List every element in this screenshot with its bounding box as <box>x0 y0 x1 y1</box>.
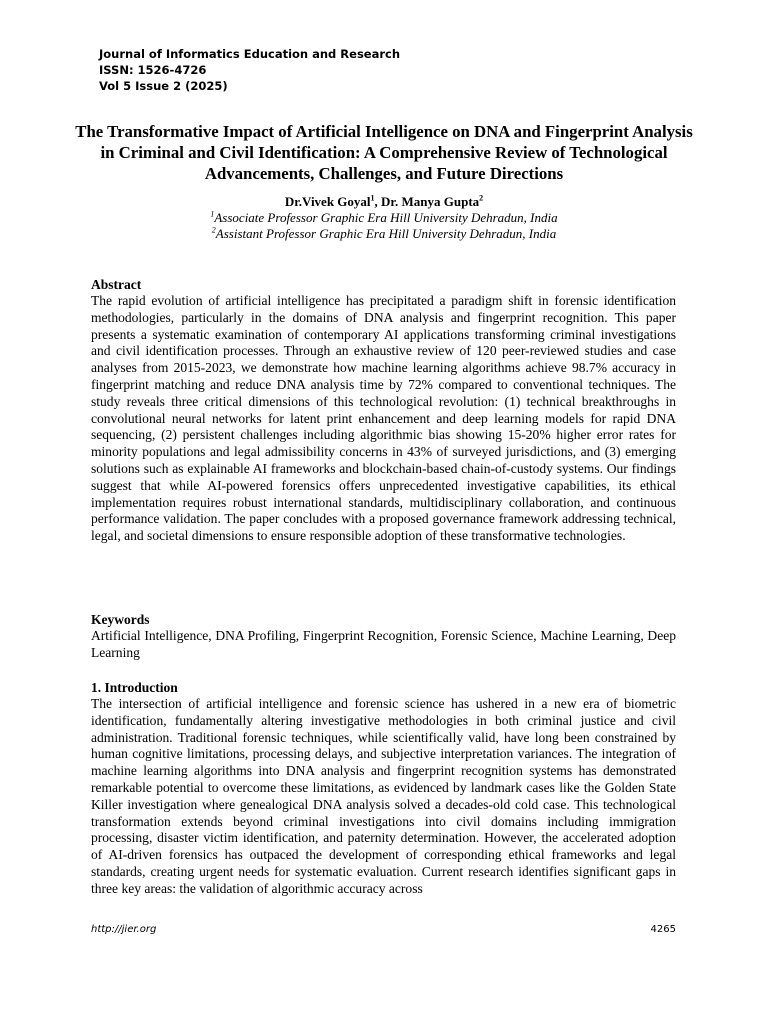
author-name: Dr.Vivek Goyal <box>284 194 371 209</box>
journal-name: Journal of Informatics Education and Research <box>99 47 401 61</box>
paper-title: The Transformative Impact of Artificial Intelligence on DNA and Fingerprint Analysis in Criminal and Civil Identification: A Comprehensive Review of Technological Advancements, Challenges, and Future Directions <box>75 122 693 183</box>
affiliation-marker: 1 <box>210 209 215 219</box>
journal-header <box>99 46 400 94</box>
author-affiliation-marker: 1 <box>370 193 375 203</box>
journal-issn: ISSN: 1526-4726 <box>99 63 207 77</box>
affiliation-marker: 2 <box>211 225 216 235</box>
author-separator: , <box>374 194 382 209</box>
abstract-text: The rapid evolution of artificial intelligence has precipitated a paradigm shift in forensic identification methodologies, particularly in the domains of DNA analysis and fingerprint recognition. This paper presents a systematic examination of contemporary AI applications transforming criminal investigations and civil identification processes. Through an exhaustive review of 120 peer-reviewed studies and case analyses from 2015-2023, we demonstrate how machine learning algorithms achieve 98.7% accuracy in fingerprint matching and reduce DNA analysis time by 72% compared to conventional techniques. The study reveals three critical dimensions of this technological revolution: (1) technical breakthroughs in convolutional neural networks for latent print enhancement and deep learning models for rapid DNA sequencing, (2) persistent challenges including algorithmic bias showing 15-20% higher error rates for minority populations and legal admissibility concerns in 43% of surveyed jurisdictions, and (3) emerging solutions such as explainable AI frameworks and blockchain-based chain-of-custody systems. Our findings suggest that while AI-powered forensics offers unprecedented investigative capabilities, its ethical implementation requires robust international standards, multidisciplinary collaboration, and continuous performance validation. The paper concludes with a proposed governance framework addressing technical, legal, and societal dimensions to ensure responsible adoption of these transformative technologies. <box>91 293 676 544</box>
page-number: 4265 <box>650 924 676 935</box>
affiliation <box>0 210 768 226</box>
author-name: Dr. Manya Gupta <box>381 194 480 209</box>
introduction-heading: 1. Introduction <box>91 680 178 695</box>
author-affiliation-marker: 2 <box>479 193 484 203</box>
footer-url[interactable]: http://jier.org <box>91 924 157 935</box>
affiliation <box>0 226 768 242</box>
introduction-text: The intersection of artificial intelligence and forensic science has ushered in a new era of biometric identification, fundamentally altering investigative methodologies in both criminal justice and civil administration. Traditional forensic techniques, while scientifically valid, have long been constrained by human cognitive limitations, processing delays, and subjective interpretation variances. The integration of machine learning algorithms into DNA analysis and fingerprint recognition systems has demonstrated remarkable potential to overcome these limitations, as evidenced by landmark cases like the Golden State Killer investigation where genealogical DNA analysis solved a decades-old cold case. This technological transformation extends beyond criminal investigations into civil domains including immigration processing, disaster victim identification, and paternity determination. However, the accelerated adoption of AI-driven forensics has outpaced the development of corresponding ethical frameworks and legal standards, creating urgent needs for systematic evaluation. Current research identifies significant gaps in three key areas: the validation of algorithmic accuracy across <box>91 696 676 896</box>
keywords-heading: Keywords <box>91 612 150 627</box>
journal-volume: Vol 5 Issue 2 (2025) <box>99 79 228 93</box>
author-line <box>0 194 768 210</box>
affiliation-text: Associate Professor Graphic Era Hill University Dehradun, India <box>214 210 558 225</box>
keywords-text: Artificial Intelligence, DNA Profiling, Fingerprint Recognition, Forensic Science, Machine Learning, Deep Learning <box>91 628 676 660</box>
affiliation-text: Assistant Professor Graphic Era Hill University Dehradun, India <box>215 226 557 241</box>
abstract-heading: Abstract <box>91 277 142 292</box>
